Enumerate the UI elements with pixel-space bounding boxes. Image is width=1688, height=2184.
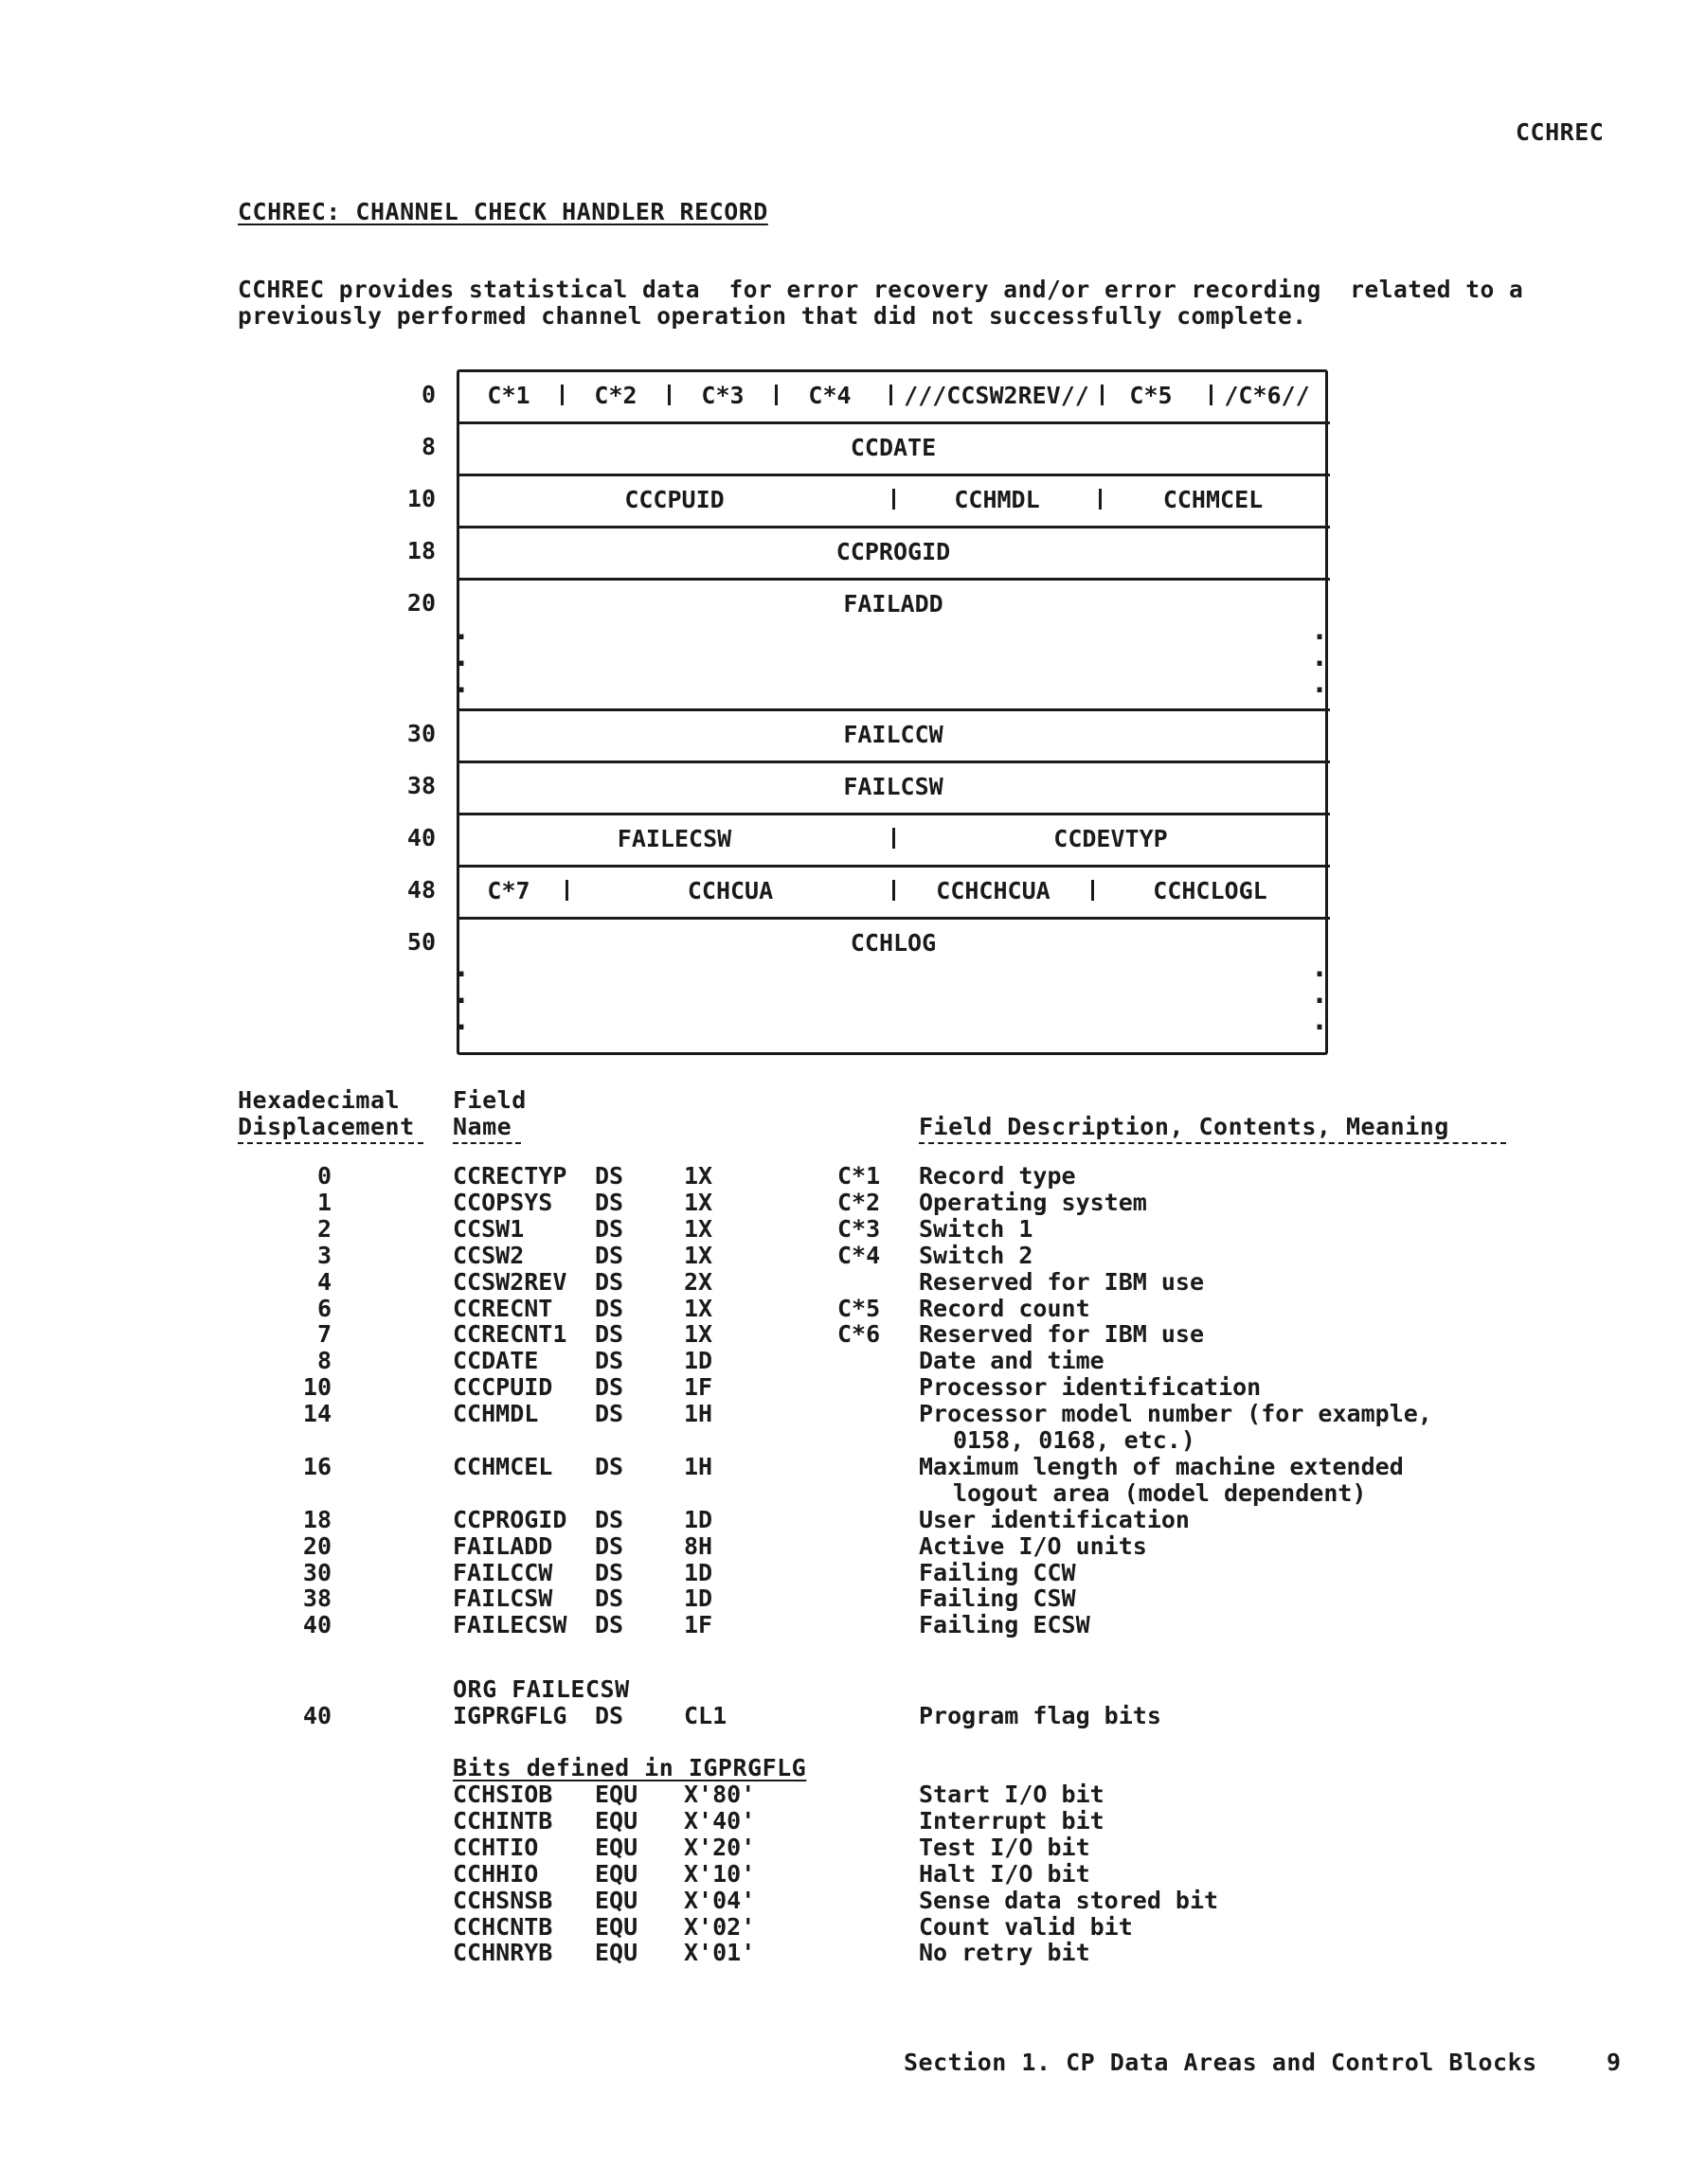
field-type: DS [595,1400,624,1428]
field-c1: C*1 [487,382,530,409]
field-failcsw: FAILCSW [843,773,943,800]
bit-description: Sense data stored bit [919,1886,1219,1914]
field-length: CL1 [684,1702,727,1729]
field-type: DS [595,1214,624,1243]
bit-description: Interrupt bit [919,1806,1104,1835]
field-length: 1H [684,1452,713,1480]
field-length: 1D [684,1584,713,1613]
field-failccw: FAILCCW [843,721,943,748]
field-description: Date and time [919,1347,1104,1375]
page-title: CCHREC: CHANNEL CHECK HANDLER RECORD [238,198,768,225]
header-rule-desc [919,1142,1506,1144]
bit-name: CCHINTB [453,1806,553,1835]
table-row [0,1190,1688,1216]
hex-displacement: 7 [316,1320,332,1349]
bit-value: X'40' [684,1806,756,1835]
table-row [0,1243,1688,1269]
field-c2: C*2 [594,382,637,409]
bit-name: CCHTIO [453,1833,539,1861]
field-type: DS [595,1241,624,1269]
field-failadd: FAILADD [843,590,943,618]
header-name-line1: Field [453,1086,527,1114]
footer-section: Section 1. CP Data Areas and Control Blocks [904,2049,1537,2076]
offset-label: 10 [406,485,436,512]
hex-displacement: 4 [316,1267,332,1296]
bit-description: No retry bit [919,1939,1090,1967]
offset-label: 20 [406,589,436,617]
field-description: Record count [919,1294,1090,1322]
diagram-ref: C*6 [837,1320,881,1349]
bit-description: Count valid bit [919,1912,1133,1941]
bit-op: EQU [595,1886,638,1914]
hex-displacement: 38 [302,1584,332,1613]
field-description: Switch 2 [919,1241,1033,1269]
field-name: CCSW2REV [453,1267,567,1296]
field-failecsw: FAILECSW [617,825,732,852]
field-name: CCDATE [453,1347,539,1375]
bit-op: EQU [595,1833,638,1861]
field-description: Maximum length of machine extended [919,1452,1404,1480]
field-name: FAILCCW [453,1558,553,1586]
field-description: Failing ECSW [919,1611,1090,1639]
header-name-line2: Name [453,1113,512,1140]
gap-dots-left: · · · [453,958,471,1045]
field-description-continuation: 0158, 0168, etc.) [953,1426,1195,1454]
bit-value: X'10' [684,1859,756,1888]
field-ccdate: CCDATE [850,434,937,461]
field-type: DS [595,1320,624,1349]
header-rule-hex [238,1142,423,1144]
table-row [0,1163,1688,1190]
field-type: DS [595,1531,624,1560]
bit-op: EQU [595,1781,638,1808]
table-row [0,1585,1688,1612]
offset-label: 48 [406,876,436,904]
table-row [0,1507,1688,1533]
table-row [0,1703,1688,1729]
bit-row [0,1914,1688,1941]
bit-row [0,1861,1688,1888]
field-name: FAILCSW [453,1584,553,1613]
field-ccprogid: CCPROGID [835,538,951,565]
field-cchcua: CCHCUA [687,877,774,904]
page-number: 9 [1607,2049,1622,2076]
field-c5: C*5 [1129,382,1173,409]
hex-displacement: 10 [302,1373,332,1402]
field-type: DS [595,1294,624,1322]
bit-description: Start I/O bit [919,1781,1104,1808]
field-cchchcua: CCHCHCUA [936,877,1051,904]
field-length: 1X [684,1188,713,1216]
diagram-ref: C*3 [837,1214,881,1243]
bit-op: EQU [595,1912,638,1941]
hex-displacement: 18 [302,1505,332,1533]
field-type: DS [595,1702,624,1729]
field-length: 8H [684,1531,713,1560]
bit-value: X'04' [684,1886,756,1914]
hex-displacement: 40 [302,1702,332,1729]
table-row [0,1321,1688,1348]
field-length: 1D [684,1558,713,1586]
field-length: 1X [684,1241,713,1269]
field-name: CCHMDL [453,1400,539,1428]
bit-row [0,1940,1688,1966]
field-type: DS [595,1505,624,1533]
diagram-ref: C*2 [837,1188,881,1216]
field-description: Failing CCW [919,1558,1076,1586]
field-type: DS [595,1267,624,1296]
field-description: Active I/O units [919,1531,1147,1560]
hex-displacement: 14 [302,1400,332,1428]
field-type: DS [595,1373,624,1402]
hex-displacement: 20 [302,1531,332,1560]
field-name: FAILADD [453,1531,553,1560]
field-description: User identification [919,1505,1190,1533]
table-row [0,1612,1688,1638]
field-name: CCRECTYP [453,1162,567,1190]
bit-description: Test I/O bit [919,1833,1090,1861]
field-description: Reserved for IBM use [919,1320,1205,1349]
bit-name: CCHSNSB [453,1886,553,1914]
field-name: IGPRGFLG [453,1702,567,1729]
bit-name: CCHHIO [453,1859,539,1888]
field-type: DS [595,1584,624,1613]
field-description: Processor identification [919,1373,1262,1402]
hex-displacement: 3 [316,1241,332,1269]
field-length: 1X [684,1162,713,1190]
table-row [0,1348,1688,1374]
header-rule-name [453,1142,521,1144]
bit-op: EQU [595,1859,638,1888]
field-c6: /C*6// [1224,382,1310,409]
bit-description: Halt I/O bit [919,1859,1090,1888]
diagram-ref: C*1 [837,1162,881,1190]
field-c4: C*4 [808,382,852,409]
gap-dots-left: · · · [453,621,471,707]
field-length: 1X [684,1294,713,1322]
field-cchmcel: CCHMCEL [1162,486,1264,513]
field-cccpuid: CCCPUID [624,486,725,513]
bit-value: X'20' [684,1833,756,1861]
field-name: CCHMCEL [453,1452,553,1480]
field-type: DS [595,1188,624,1216]
record-layout-diagram [453,369,1330,1057]
field-name: FAILECSW [453,1611,567,1639]
offset-label: 18 [406,537,436,564]
diagram-ref: C*4 [837,1241,881,1269]
gap-dots-right: · · · [1311,958,1329,1045]
running-head: CCHREC [1516,118,1605,146]
field-description: Record type [919,1162,1076,1190]
field-name: CCRECNT1 [453,1320,567,1349]
field-length: 1X [684,1214,713,1243]
table-row [0,1216,1688,1243]
field-type: DS [595,1558,624,1586]
bit-row [0,1835,1688,1861]
hex-displacement: 16 [302,1452,332,1480]
field-name: CCSW1 [453,1214,525,1243]
bit-op: EQU [595,1939,638,1967]
header-hex-line1: Hexadecimal [238,1086,401,1114]
table-row [0,1269,1688,1296]
field-c3: C*3 [701,382,745,409]
table-row [0,1454,1688,1480]
bit-name: CCHCNTB [453,1912,553,1941]
bit-op: EQU [595,1806,638,1835]
field-type: DS [595,1162,624,1190]
field-description: Failing CSW [919,1584,1076,1613]
bit-value: X'80' [684,1781,756,1808]
field-c7: C*7 [487,877,530,904]
hex-displacement: 2 [316,1214,332,1243]
bit-value: X'02' [684,1912,756,1941]
field-description: Operating system [919,1188,1147,1216]
header-description: Field Description, Contents, Meaning [919,1113,1449,1140]
offset-label: 38 [406,772,436,799]
table-row [0,1401,1688,1427]
bit-value: X'01' [684,1939,756,1967]
diagram-ref: C*5 [837,1294,881,1322]
offset-label: 30 [406,720,436,747]
hex-displacement: 30 [302,1558,332,1586]
field-cchmdl: CCHMDL [954,486,1040,513]
bit-row [0,1888,1688,1914]
field-length: 1X [684,1320,713,1349]
table-row [0,1374,1688,1401]
org-statement: ORG FAILECSW [453,1675,630,1703]
field-description: Reserved for IBM use [919,1267,1205,1296]
field-type: DS [595,1452,624,1480]
table-row [0,1560,1688,1586]
field-description: Processor model number (for example, [919,1400,1432,1428]
field-name: CCOPSYS [453,1188,553,1216]
field-name: CCCPUID [453,1373,553,1402]
field-description: Switch 1 [919,1214,1033,1243]
bit-name: CCHSIOB [453,1781,553,1808]
field-length: 1F [684,1611,713,1639]
field-description-continuation: logout area (model dependent) [953,1478,1367,1507]
header-hex-line2: Displacement [238,1113,415,1140]
field-cchlog: CCHLOG [850,929,937,957]
field-cchclogl: CCHCLOGL [1153,877,1267,904]
field-length: 1D [684,1347,713,1375]
gap-dots-right: · · · [1311,621,1329,707]
hex-displacement: 40 [302,1611,332,1639]
offset-label: 0 [421,381,436,408]
field-length: 1H [684,1400,713,1428]
field-ccsw2rev: ///CCSW2REV// [904,382,1089,409]
field-ccdevtyp: CCDEVTYP [1053,825,1168,852]
field-length: 1D [684,1505,713,1533]
field-length: 1F [684,1373,713,1402]
hex-displacement: 8 [316,1347,332,1375]
offset-label: 40 [406,824,436,851]
bit-row [0,1781,1688,1808]
field-description: Program flag bits [919,1702,1161,1729]
hex-displacement: 6 [316,1294,332,1322]
bits-heading: Bits defined in IGPRGFLG [453,1754,807,1781]
offset-label: 8 [421,433,436,460]
field-type: DS [595,1611,624,1639]
field-type: DS [595,1347,624,1375]
field-name: CCSW2 [453,1241,525,1269]
field-name: CCRECNT [453,1294,553,1322]
hex-displacement: 1 [316,1188,332,1216]
hex-displacement: 0 [316,1162,332,1190]
offset-label: 50 [406,928,436,956]
field-length: 2X [684,1267,713,1296]
bit-name: CCHNRYB [453,1939,553,1967]
intro-line-1: CCHREC provides statistical data for error recovery and/or error recording related to a [238,276,1524,303]
field-name: CCPROGID [453,1505,567,1533]
intro-line-2: previously performed channel operation that did not successfully complete. [238,302,1307,330]
table-row [0,1533,1688,1560]
table-row [0,1296,1688,1322]
bit-row [0,1808,1688,1835]
